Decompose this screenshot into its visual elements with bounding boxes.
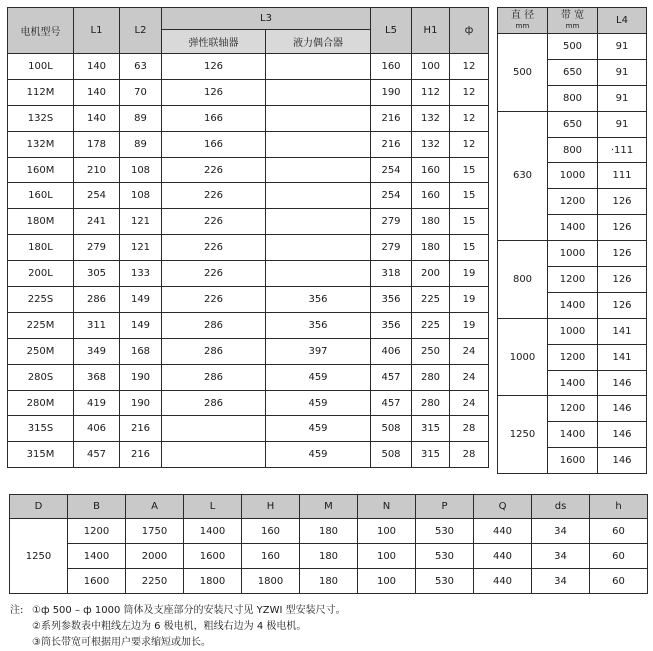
table-row — [498, 396, 647, 422]
cell-L3-fluid — [266, 131, 371, 157]
cell-model: 132S — [8, 105, 74, 131]
table-row — [8, 235, 489, 261]
cell-M: 180 — [300, 569, 358, 594]
cell-L3-elastic: 286 — [162, 338, 266, 364]
cell-L3-elastic: 286 — [162, 390, 266, 416]
header-L3-fluid-coupling: 液力偶合器 — [266, 30, 371, 54]
cell-L1: 241 — [74, 209, 120, 235]
cell-L2: 108 — [120, 157, 162, 183]
belt-width-table — [497, 7, 647, 474]
table-row — [8, 261, 489, 287]
cell-L2: 149 — [120, 287, 162, 313]
cell-L4: 141 — [598, 344, 647, 370]
cell-diameter: 500 — [498, 34, 548, 112]
cell-L3-elastic: 226 — [162, 183, 266, 209]
cell-phi: 24 — [450, 338, 489, 364]
cell-model: 200L — [8, 261, 74, 287]
cell-Q: 440 — [474, 569, 532, 594]
cell-L3-fluid — [266, 54, 371, 80]
cell-L3-fluid — [266, 183, 371, 209]
table-row — [498, 318, 647, 344]
drum-table-body — [10, 519, 648, 594]
cell-belt-width: 1000 — [548, 163, 598, 189]
header-D: D — [10, 495, 68, 519]
cell-L1: 457 — [74, 442, 120, 468]
cell-A: 2000 — [126, 544, 184, 569]
cell-L3-elastic: 126 — [162, 79, 266, 105]
cell-belt-width: 1200 — [548, 344, 598, 370]
cell-ds: 34 — [532, 569, 590, 594]
cell-phi: 19 — [450, 287, 489, 313]
cell-model: 180L — [8, 235, 74, 261]
cell-H1: 112 — [412, 79, 450, 105]
cell-L5: 279 — [371, 209, 412, 235]
cell-L3-elastic: 286 — [162, 312, 266, 338]
table-row — [498, 111, 647, 137]
cell-N: 100 — [358, 569, 416, 594]
cell-Q: 440 — [474, 544, 532, 569]
header-M: M — [300, 495, 358, 519]
header-H1: H1 — [412, 8, 450, 54]
cell-L1: 406 — [74, 416, 120, 442]
cell-L3-fluid — [266, 261, 371, 287]
cell-L1: 140 — [74, 79, 120, 105]
header-L3-elastic-coupling: 弹性联轴器 — [162, 30, 266, 54]
cell-N: 100 — [358, 544, 416, 569]
cell-L3-fluid: 397 — [266, 338, 371, 364]
table-row — [8, 157, 489, 183]
header-diameter-unit: mm — [515, 21, 530, 30]
cell-L3-fluid: 459 — [266, 390, 371, 416]
cell-h: 60 — [590, 544, 648, 569]
table-row — [10, 569, 648, 594]
cell-model: 315M — [8, 442, 74, 468]
note-line-1 — [10, 603, 640, 619]
cell-L2: 89 — [120, 131, 162, 157]
cell-belt-width: 800 — [548, 85, 598, 111]
cell-phi: 19 — [450, 261, 489, 287]
cell-H1: 132 — [412, 131, 450, 157]
table-row — [8, 416, 489, 442]
cell-L1: 349 — [74, 338, 120, 364]
note-line-2 — [10, 619, 640, 635]
header-phi: ф — [450, 8, 489, 54]
cell-L2: 149 — [120, 312, 162, 338]
cell-L2: 133 — [120, 261, 162, 287]
cell-L1: 368 — [74, 364, 120, 390]
cell-ds: 34 — [532, 519, 590, 544]
header-Q: Q — [474, 495, 532, 519]
table-row — [8, 287, 489, 313]
cell-L1: 210 — [74, 157, 120, 183]
cell-L1: 254 — [74, 183, 120, 209]
cell-P: 530 — [416, 569, 474, 594]
cell-H1: 280 — [412, 390, 450, 416]
cell-L3-elastic: 126 — [162, 54, 266, 80]
cell-L3-fluid — [266, 79, 371, 105]
cell-phi: 15 — [450, 157, 489, 183]
cell-belt-width: 1400 — [548, 422, 598, 448]
cell-L5: 279 — [371, 235, 412, 261]
cell-phi: 15 — [450, 183, 489, 209]
cell-L5: 356 — [371, 287, 412, 313]
cell-N: 100 — [358, 519, 416, 544]
cell-B: 1200 — [68, 519, 126, 544]
cell-L4: 146 — [598, 448, 647, 474]
cell-L3-fluid: 356 — [266, 287, 371, 313]
cell-diameter: 1250 — [498, 396, 548, 474]
cell-L3-elastic: 226 — [162, 209, 266, 235]
cell-L1: 279 — [74, 235, 120, 261]
cell-L5: 356 — [371, 312, 412, 338]
cell-L2: 121 — [120, 209, 162, 235]
cell-Q: 440 — [474, 519, 532, 544]
cell-model: 225M — [8, 312, 74, 338]
cell-L5: 254 — [371, 183, 412, 209]
cell-H1: 225 — [412, 287, 450, 313]
cell-belt-width: 1200 — [548, 267, 598, 293]
header-h: h — [590, 495, 648, 519]
table-row — [8, 390, 489, 416]
cell-L5: 216 — [371, 105, 412, 131]
cell-phi: 15 — [450, 209, 489, 235]
note-3: ③筒长带宽可根据用户要求缩短或加长。 — [32, 637, 211, 648]
table-row — [8, 183, 489, 209]
cell-B: 1600 — [68, 569, 126, 594]
cell-B: 1400 — [68, 544, 126, 569]
header-H: H — [242, 495, 300, 519]
cell-L2: 168 — [120, 338, 162, 364]
cell-h: 60 — [590, 569, 648, 594]
cell-L5: 254 — [371, 157, 412, 183]
cell-L4: 126 — [598, 215, 647, 241]
cell-H1: 132 — [412, 105, 450, 131]
table-row — [8, 442, 489, 468]
table-row — [498, 241, 647, 267]
cell-L5: 457 — [371, 390, 412, 416]
cell-L4: 146 — [598, 396, 647, 422]
cell-H: 1800 — [242, 569, 300, 594]
cell-H1: 160 — [412, 157, 450, 183]
cell-model: 315S — [8, 416, 74, 442]
cell-L5: 508 — [371, 416, 412, 442]
cell-M: 180 — [300, 519, 358, 544]
cell-model: 280S — [8, 364, 74, 390]
cell-belt-width: 500 — [548, 34, 598, 60]
cell-L2: 190 — [120, 390, 162, 416]
header-N: N — [358, 495, 416, 519]
cell-L1: 311 — [74, 312, 120, 338]
cell-L1: 305 — [74, 261, 120, 287]
cell-H1: 225 — [412, 312, 450, 338]
cell-L4: 146 — [598, 422, 647, 448]
cell-H1: 250 — [412, 338, 450, 364]
cell-L4: 126 — [598, 292, 647, 318]
cell-L: 1800 — [184, 569, 242, 594]
cell-phi: 28 — [450, 416, 489, 442]
cell-diameter: 800 — [498, 241, 548, 319]
table-row — [8, 338, 489, 364]
table-row — [10, 544, 648, 569]
cell-L5: 160 — [371, 54, 412, 80]
cell-P: 530 — [416, 519, 474, 544]
cell-L3-fluid: 459 — [266, 442, 371, 468]
cell-L1: 140 — [74, 105, 120, 131]
drum-dimension-table — [9, 494, 648, 594]
cell-L2: 70 — [120, 79, 162, 105]
motor-dimension-table — [7, 7, 489, 468]
cell-L3-fluid — [266, 209, 371, 235]
cell-phi: 24 — [450, 364, 489, 390]
header-L1: L1 — [74, 8, 120, 54]
cell-belt-width: 650 — [548, 59, 598, 85]
cell-model: 132M — [8, 131, 74, 157]
cell-H1: 315 — [412, 416, 450, 442]
table-row — [8, 54, 489, 80]
cell-L2: 216 — [120, 442, 162, 468]
cell-L2: 108 — [120, 183, 162, 209]
cell-H1: 180 — [412, 209, 450, 235]
cell-L2: 63 — [120, 54, 162, 80]
cell-L5: 318 — [371, 261, 412, 287]
header-A: A — [126, 495, 184, 519]
cell-belt-width: 1000 — [548, 318, 598, 344]
cell-L1: 286 — [74, 287, 120, 313]
cell-model: 112M — [8, 79, 74, 105]
cell-L3-elastic: 226 — [162, 235, 266, 261]
cell-model: 160M — [8, 157, 74, 183]
cell-phi: 12 — [450, 54, 489, 80]
table-row — [498, 34, 647, 60]
cell-L4: 126 — [598, 241, 647, 267]
cell-L5: 508 — [371, 442, 412, 468]
cell-L4: 126 — [598, 267, 647, 293]
table-row — [8, 364, 489, 390]
cell-belt-width: 1400 — [548, 215, 598, 241]
cell-ds: 34 — [532, 544, 590, 569]
cell-L4: 126 — [598, 189, 647, 215]
cell-L3-fluid: 459 — [266, 364, 371, 390]
cell-phi: 12 — [450, 79, 489, 105]
table-row — [8, 79, 489, 105]
cell-L2: 121 — [120, 235, 162, 261]
cell-phi: 28 — [450, 442, 489, 468]
cell-belt-width: 1200 — [548, 396, 598, 422]
cell-L1: 419 — [74, 390, 120, 416]
cell-D: 1250 — [10, 519, 68, 594]
cell-L3-elastic — [162, 416, 266, 442]
cell-L3-fluid — [266, 105, 371, 131]
cell-L5: 457 — [371, 364, 412, 390]
cell-H: 160 — [242, 544, 300, 569]
cell-L4: 111 — [598, 163, 647, 189]
header-B: B — [68, 495, 126, 519]
header-L2: L2 — [120, 8, 162, 54]
table-row — [8, 209, 489, 235]
table-row — [8, 105, 489, 131]
cell-phi: 24 — [450, 390, 489, 416]
header-belt-width-unit: mm — [565, 21, 580, 30]
cell-H: 160 — [242, 519, 300, 544]
cell-L: 1600 — [184, 544, 242, 569]
cell-L3-elastic: 166 — [162, 131, 266, 157]
cell-model: 280M — [8, 390, 74, 416]
header-ds: ds — [532, 495, 590, 519]
note-line-3 — [10, 635, 640, 651]
cell-diameter: 630 — [498, 111, 548, 240]
cell-belt-width: 1600 — [548, 448, 598, 474]
cell-h: 60 — [590, 519, 648, 544]
cell-A: 2250 — [126, 569, 184, 594]
cell-belt-width: 1400 — [548, 292, 598, 318]
note-1: ①ф 500 – ф 1000 筒体及支座部分的安装尺寸见 YZWI 型安装尺寸。 — [32, 605, 346, 616]
cell-A: 1750 — [126, 519, 184, 544]
note-2: ②系列参数表中粗线左边为 6 极电机，粗线右边为 4 极电机。 — [32, 621, 307, 632]
cell-L1: 178 — [74, 131, 120, 157]
header-L3: L3 — [162, 8, 371, 30]
cell-diameter: 1000 — [498, 318, 548, 396]
cell-L: 1400 — [184, 519, 242, 544]
cell-model: 250M — [8, 338, 74, 364]
cell-L3-fluid: 459 — [266, 416, 371, 442]
cell-L3-fluid — [266, 157, 371, 183]
cell-P: 530 — [416, 544, 474, 569]
cell-phi: 15 — [450, 235, 489, 261]
cell-L3-elastic — [162, 442, 266, 468]
header-belt-width — [548, 8, 598, 34]
cell-belt-width: 650 — [548, 111, 598, 137]
cell-L3-elastic: 226 — [162, 157, 266, 183]
cell-H1: 160 — [412, 183, 450, 209]
notes-prefix: 注: — [10, 605, 24, 616]
table-row — [8, 312, 489, 338]
cell-L4: 91 — [598, 34, 647, 60]
cell-L5: 190 — [371, 79, 412, 105]
cell-belt-width: 800 — [548, 137, 598, 163]
table-row — [10, 519, 648, 544]
cell-L4: 91 — [598, 59, 647, 85]
cell-model: 180M — [8, 209, 74, 235]
header-diameter — [498, 8, 548, 34]
header-L: L — [184, 495, 242, 519]
belt-table-body — [498, 34, 647, 474]
cell-H1: 200 — [412, 261, 450, 287]
cell-L3-fluid — [266, 235, 371, 261]
cell-H1: 180 — [412, 235, 450, 261]
cell-model: 100L — [8, 54, 74, 80]
table-row — [8, 131, 489, 157]
cell-model: 160L — [8, 183, 74, 209]
cell-L3-elastic: 286 — [162, 364, 266, 390]
cell-belt-width: 1400 — [548, 370, 598, 396]
motor-table-body — [8, 54, 489, 468]
cell-H1: 315 — [412, 442, 450, 468]
cell-L2: 89 — [120, 105, 162, 131]
cell-L3-elastic: 226 — [162, 261, 266, 287]
cell-L5: 216 — [371, 131, 412, 157]
cell-L3-elastic: 166 — [162, 105, 266, 131]
cell-H1: 280 — [412, 364, 450, 390]
cell-belt-width: 1000 — [548, 241, 598, 267]
cell-L4: 91 — [598, 111, 647, 137]
header-L4: L4 — [598, 8, 647, 34]
cell-L3-fluid: 356 — [266, 312, 371, 338]
cell-L1: 140 — [74, 54, 120, 80]
cell-L4: ·111 — [598, 137, 647, 163]
notes — [10, 603, 640, 651]
header-P: P — [416, 495, 474, 519]
cell-model: 225S — [8, 287, 74, 313]
cell-phi: 12 — [450, 105, 489, 131]
cell-L4: 141 — [598, 318, 647, 344]
cell-L4: 146 — [598, 370, 647, 396]
header-belt-width-label: 带 宽 — [560, 9, 585, 21]
cell-L5: 406 — [371, 338, 412, 364]
cell-L3-elastic: 226 — [162, 287, 266, 313]
cell-belt-width: 1200 — [548, 189, 598, 215]
header-diameter-label: 直 径 — [510, 9, 535, 21]
cell-L2: 190 — [120, 364, 162, 390]
cell-L2: 216 — [120, 416, 162, 442]
cell-phi: 19 — [450, 312, 489, 338]
header-model: 电机型号 — [8, 8, 74, 54]
cell-M: 180 — [300, 544, 358, 569]
cell-L4: 91 — [598, 85, 647, 111]
cell-phi: 12 — [450, 131, 489, 157]
cell-H1: 100 — [412, 54, 450, 80]
header-L5: L5 — [371, 8, 412, 54]
